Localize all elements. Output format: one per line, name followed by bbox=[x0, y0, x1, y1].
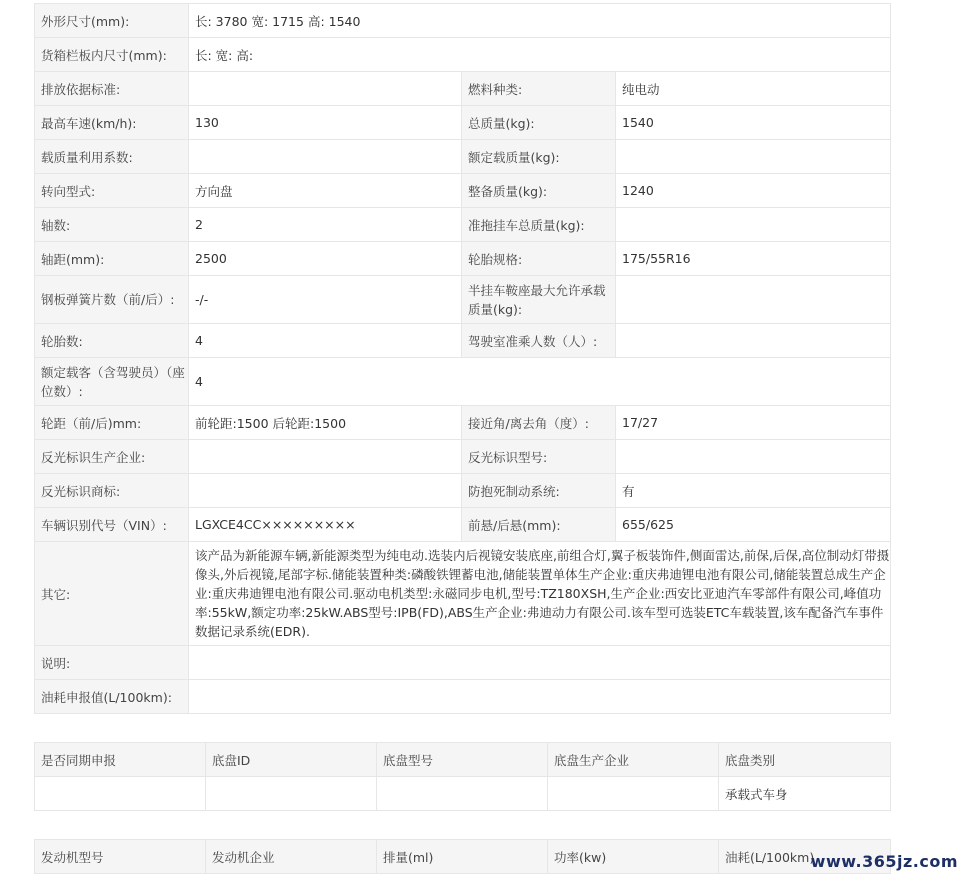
other-label: 其它: bbox=[35, 542, 189, 646]
dimensions-value: 长: 3780 宽: 1715 高: 1540 bbox=[189, 4, 891, 38]
overhang-value: 655/625 bbox=[616, 508, 891, 542]
spec-row bbox=[35, 542, 891, 646]
engine-header-cell: 发动机型号 bbox=[35, 840, 206, 874]
saddle-load-value bbox=[616, 276, 891, 324]
other-value: 该产品为新能源车辆,新能源类型为纯电动.选装内后视镜安装底座,前组合灯,翼子板装饰件,侧面雷达,前保,后保,高位制动灯带摄像头,外后视镜,尾部字标.储能装置种类:磷酸铁锂蓄电池,储能装置单体生产企业:重庆弗迪锂电池有限公司,储能装置总成生产企业:重庆弗迪锂电池有限公司.驱动电机类型:永磁同步电机,型号:TZ180XSH,生产企业:西安比亚迪汽车零部件有限公司,峰值功率:55kW,额定功率:25kW.ABS型号:IPB(FD),ABS生产企业:弗迪动力有限公司.该车型可选装ETC车载装置,该车配备汽车事件数据记录系统(EDR). bbox=[189, 542, 891, 646]
total-mass-label: 总质量(kg): bbox=[462, 106, 616, 140]
fuel-report-label: 油耗申报值(L/100km): bbox=[35, 680, 189, 714]
tire-spec-label: 轮胎规格: bbox=[462, 242, 616, 276]
track-value: 前轮距:1500 后轮距:1500 bbox=[189, 406, 462, 440]
saddle-load-label: 半挂车鞍座最大允许承载质量(kg): bbox=[462, 276, 616, 324]
fuel-type-value: 纯电动 bbox=[616, 72, 891, 106]
spec-row bbox=[35, 508, 891, 542]
overhang-label: 前悬/后悬(mm): bbox=[462, 508, 616, 542]
leaf-springs-value: -/- bbox=[189, 276, 462, 324]
spec-row bbox=[35, 242, 891, 276]
abs-value: 有 bbox=[616, 474, 891, 508]
spec-row bbox=[35, 646, 891, 680]
axles-label: 轴数: bbox=[35, 208, 189, 242]
steering-value: 方向盘 bbox=[189, 174, 462, 208]
chassis-table bbox=[34, 742, 891, 811]
trailer-mass-label: 准拖挂车总质量(kg): bbox=[462, 208, 616, 242]
rated-load-value bbox=[616, 140, 891, 174]
spec-row bbox=[35, 440, 891, 474]
spec-row bbox=[35, 680, 891, 714]
spec-row bbox=[35, 474, 891, 508]
chassis-header-cell: 底盘型号 bbox=[377, 743, 548, 777]
notes-value bbox=[189, 646, 891, 680]
wheelbase-label: 轴距(mm): bbox=[35, 242, 189, 276]
passengers-label: 额定载客（含驾驶员）（座位数）: bbox=[35, 358, 189, 406]
reflector-brand-label: 反光标识商标: bbox=[35, 474, 189, 508]
total-mass-value: 1540 bbox=[616, 106, 891, 140]
axles-value: 2 bbox=[189, 208, 462, 242]
angles-value: 17/27 bbox=[616, 406, 891, 440]
max-speed-label: 最高车速(km/h): bbox=[35, 106, 189, 140]
track-label: 轮距（前/后)mm: bbox=[35, 406, 189, 440]
emission-std-label: 排放依据标准: bbox=[35, 72, 189, 106]
load-coef-value bbox=[189, 140, 462, 174]
dimensions-label: 外形尺寸(mm): bbox=[35, 4, 189, 38]
cargo-box-label: 货箱栏板内尺寸(mm): bbox=[35, 38, 189, 72]
wheelbase-value: 2500 bbox=[189, 242, 462, 276]
chassis-cell bbox=[206, 777, 377, 811]
reflector-model-label: 反光标识型号: bbox=[462, 440, 616, 474]
engine-header-cell: 发动机企业 bbox=[206, 840, 377, 874]
angles-label: 接近角/离去角（度）: bbox=[462, 406, 616, 440]
tires-value: 4 bbox=[189, 324, 462, 358]
steering-label: 转向型式: bbox=[35, 174, 189, 208]
curb-mass-value: 1240 bbox=[616, 174, 891, 208]
reflector-model-value bbox=[616, 440, 891, 474]
chassis-cell bbox=[35, 777, 206, 811]
cab-seats-value bbox=[616, 324, 891, 358]
chassis-header-cell: 底盘类别 bbox=[719, 743, 891, 777]
vehicle-spec-table bbox=[34, 3, 891, 714]
spec-row bbox=[35, 406, 891, 440]
engine-header-cell: 排量(ml) bbox=[377, 840, 548, 874]
reflector-maker-value bbox=[189, 440, 462, 474]
engine-header-cell: 油耗(L/100km) bbox=[719, 840, 891, 874]
max-speed-value: 130 bbox=[189, 106, 462, 140]
chassis-cell bbox=[377, 777, 548, 811]
spec-row bbox=[35, 208, 891, 242]
spec-row bbox=[35, 324, 891, 358]
chassis-header-cell: 底盘ID bbox=[206, 743, 377, 777]
engine-table bbox=[34, 839, 891, 874]
fuel-report-value bbox=[189, 680, 891, 714]
cargo-box-value: 长: 宽: 高: bbox=[189, 38, 891, 72]
spec-row bbox=[35, 4, 891, 38]
reflector-maker-label: 反光标识生产企业: bbox=[35, 440, 189, 474]
rated-load-label: 额定载质量(kg): bbox=[462, 140, 616, 174]
curb-mass-label: 整备质量(kg): bbox=[462, 174, 616, 208]
vin-value: LGXCE4CC××××××××× bbox=[189, 508, 462, 542]
spec-row bbox=[35, 106, 891, 140]
chassis-cell: 承载式车身 bbox=[719, 777, 891, 811]
engine-header-row bbox=[35, 840, 891, 874]
chassis-header-cell: 是否同期申报 bbox=[35, 743, 206, 777]
reflector-brand-value bbox=[189, 474, 462, 508]
vin-label: 车辆识别代号（VIN）: bbox=[35, 508, 189, 542]
spec-row bbox=[35, 38, 891, 72]
cab-seats-label: 驾驶室准乘人数（人）: bbox=[462, 324, 616, 358]
spec-row bbox=[35, 140, 891, 174]
emission-std-value bbox=[189, 72, 462, 106]
spec-row bbox=[35, 72, 891, 106]
chassis-header-cell: 底盘生产企业 bbox=[548, 743, 719, 777]
tire-spec-value: 175/55R16 bbox=[616, 242, 891, 276]
notes-label: 说明: bbox=[35, 646, 189, 680]
spec-row bbox=[35, 276, 891, 324]
load-coef-label: 载质量利用系数: bbox=[35, 140, 189, 174]
passengers-value: 4 bbox=[189, 358, 891, 406]
fuel-type-label: 燃料种类: bbox=[462, 72, 616, 106]
engine-header-cell: 功率(kw) bbox=[548, 840, 719, 874]
chassis-data-row bbox=[35, 777, 891, 811]
spec-row bbox=[35, 174, 891, 208]
abs-label: 防抱死制动系统: bbox=[462, 474, 616, 508]
spec-row bbox=[35, 358, 891, 406]
site-watermark: www.365jz.com bbox=[810, 852, 958, 871]
tires-label: 轮胎数: bbox=[35, 324, 189, 358]
leaf-springs-label: 钢板弹簧片数（前/后）: bbox=[35, 276, 189, 324]
trailer-mass-value bbox=[616, 208, 891, 242]
chassis-header-row bbox=[35, 743, 891, 777]
chassis-cell bbox=[548, 777, 719, 811]
